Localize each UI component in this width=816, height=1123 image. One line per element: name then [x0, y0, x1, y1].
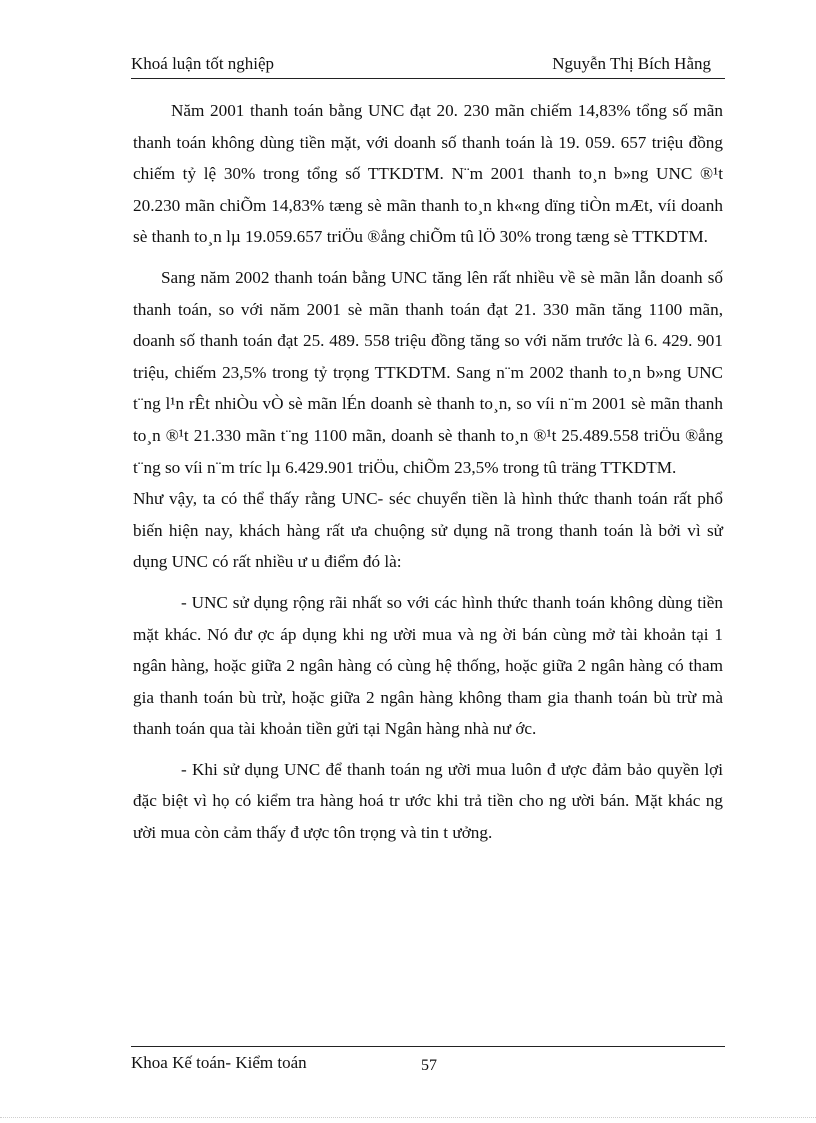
document-body: [133, 95, 723, 849]
paragraph-bullet-2: - Khi sử dụng UNC để thanh toán ng ười mua luôn đ ược đảm bảo quyền lợi đặc biệt vì họ có kiểm tra hàng hoá tr ước khi trả tiền cho ng ười bán. Mặt khác ng ười mua còn cảm thấy đ ược tôn trọng và tin t ưởng.: [133, 759, 723, 843]
paragraph-2002: Sang năm 2002 thanh toán bằng UNC tăng lên rất nhiều về sè mãn lẫn doanh số thanh toán, so với năm 2001 sè mãn thanh toán đạt 21. 330 mãn tăng 1100 mãn, doanh số thanh toán đạt 25. 489. 558 triệu đồng tăng so với năm trước là 6. 429. 901 triệu, chiếm 23,5% trong tỷ trọng TTKDTM. Sang n¨m 2002 thanh to¸n b»ng UNC t¨ng l¹n rÊt nhiÒu vÒ sè mãn lÉn doanh sè thanh to¸n, so víi n¨m 2001 sè mãn thanh to¸n ®¹t 21.330 mãn t¨ng 1100 mãn, doanh sè thanh to¸n ®¹t 25.489.558 triÖu ®ång t¨ng so víi n¨m tríc lµ 6.429.901 triÖu, chiÕm 23,5% trong tû träng TTKDTM.: [133, 267, 723, 477]
page-footer: [131, 1046, 725, 1074]
paragraph-bullet-1: - UNC sử dụng rộng rãi nhất so với các hình thức thanh toán không dùng tiền mặt khác. Nó đư ợc áp dụng khi ng ười mua và ng ời bán cùng mở tài khoản tại 1 ngân hàng, hoặc giữa 2 ngân hàng có cùng hệ thống, hoặc giữa 2 ngân hàng có tham gia thanh toán bù trừ, hoặc giữa 2 ngân hàng không tham gia thanh toán bù trừ mà thanh toán qua tài khoản tiền gửi tại Ngân hàng nhà nư ớc.: [133, 592, 723, 739]
page-edge-divider: [0, 1117, 816, 1118]
page-header: [131, 52, 725, 79]
header-author: Nguyễn Thị Bích Hằng: [552, 54, 711, 73]
paragraph-2001: Năm 2001 thanh toán bằng UNC đạt 20. 230 mãn chiếm 14,83% tổng số mãn thanh toán không dùng tiền mặt, với doanh số thanh toán là 19. 059. 657 triệu đồng chiếm tỷ lệ 30% trong tổng số TTKDTM. N¨m 2001 thanh to¸n b»ng UNC ®¹t 20.230 mãn chiÕm 14,83% tæng sè mãn thanh to¸n kh«ng dïng tiÒn mÆt, víi doanh sè thanh to¸n lµ 19.059.657 triÖu ®ång chiÕm tû lÖ 30% trong tæng sè TTKDTM.: [133, 101, 723, 247]
footer-department: Khoa Kế toán- Kiểm toán: [131, 1053, 307, 1072]
paragraph-conclusion: Như vậy, ta có thể thấy rằng UNC- séc chuyển tiền là hình thức thanh toán rất phổ biến hiện nay, khách hàng rất ưa chuộng sử dụng nã trong thanh toán là bởi vì sử dụng UNC có rất nhiều ư u điểm đó là:: [133, 489, 723, 572]
page-number: 57: [421, 1057, 437, 1074]
header-title: Khoá luận tốt nghiệp: [131, 54, 275, 73]
